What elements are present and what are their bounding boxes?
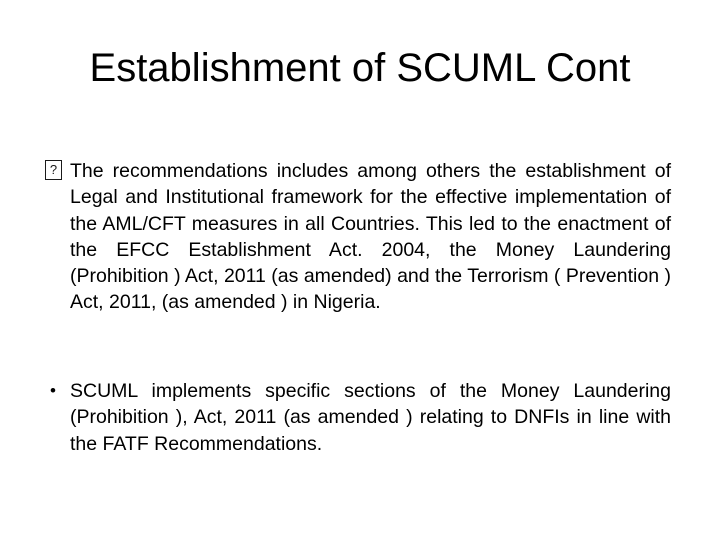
paragraph-text: The recommendations includes among others the establishment of Legal and Institutional framework for the effective implementation of the AML/CFT measures in all Countries. This led to the enactment of the EFCC Establishment Act. 2004, the Money Laundering (Prohibition ) Act, 2011 (as amended) and the Terrorism ( Prevention ) Act, 2011, (as amended ) in Nigeria. [70,160,671,314]
body-paragraph-2 [45,378,671,457]
body-paragraph-1 [45,158,671,316]
slide-title: Establishment of SCUML Cont [89,46,631,90]
list-item [45,158,671,316]
list-item [45,378,671,457]
unknown-glyph-box-icon [45,158,62,184]
bullet-dot-icon: • [50,381,56,400]
paragraph-text: SCUML implements specific sections of the Money Laundering (Prohibition ), Act, 2011 (as amended ) relating to DNFIs in line with the FATF Recommendations. [70,380,671,455]
